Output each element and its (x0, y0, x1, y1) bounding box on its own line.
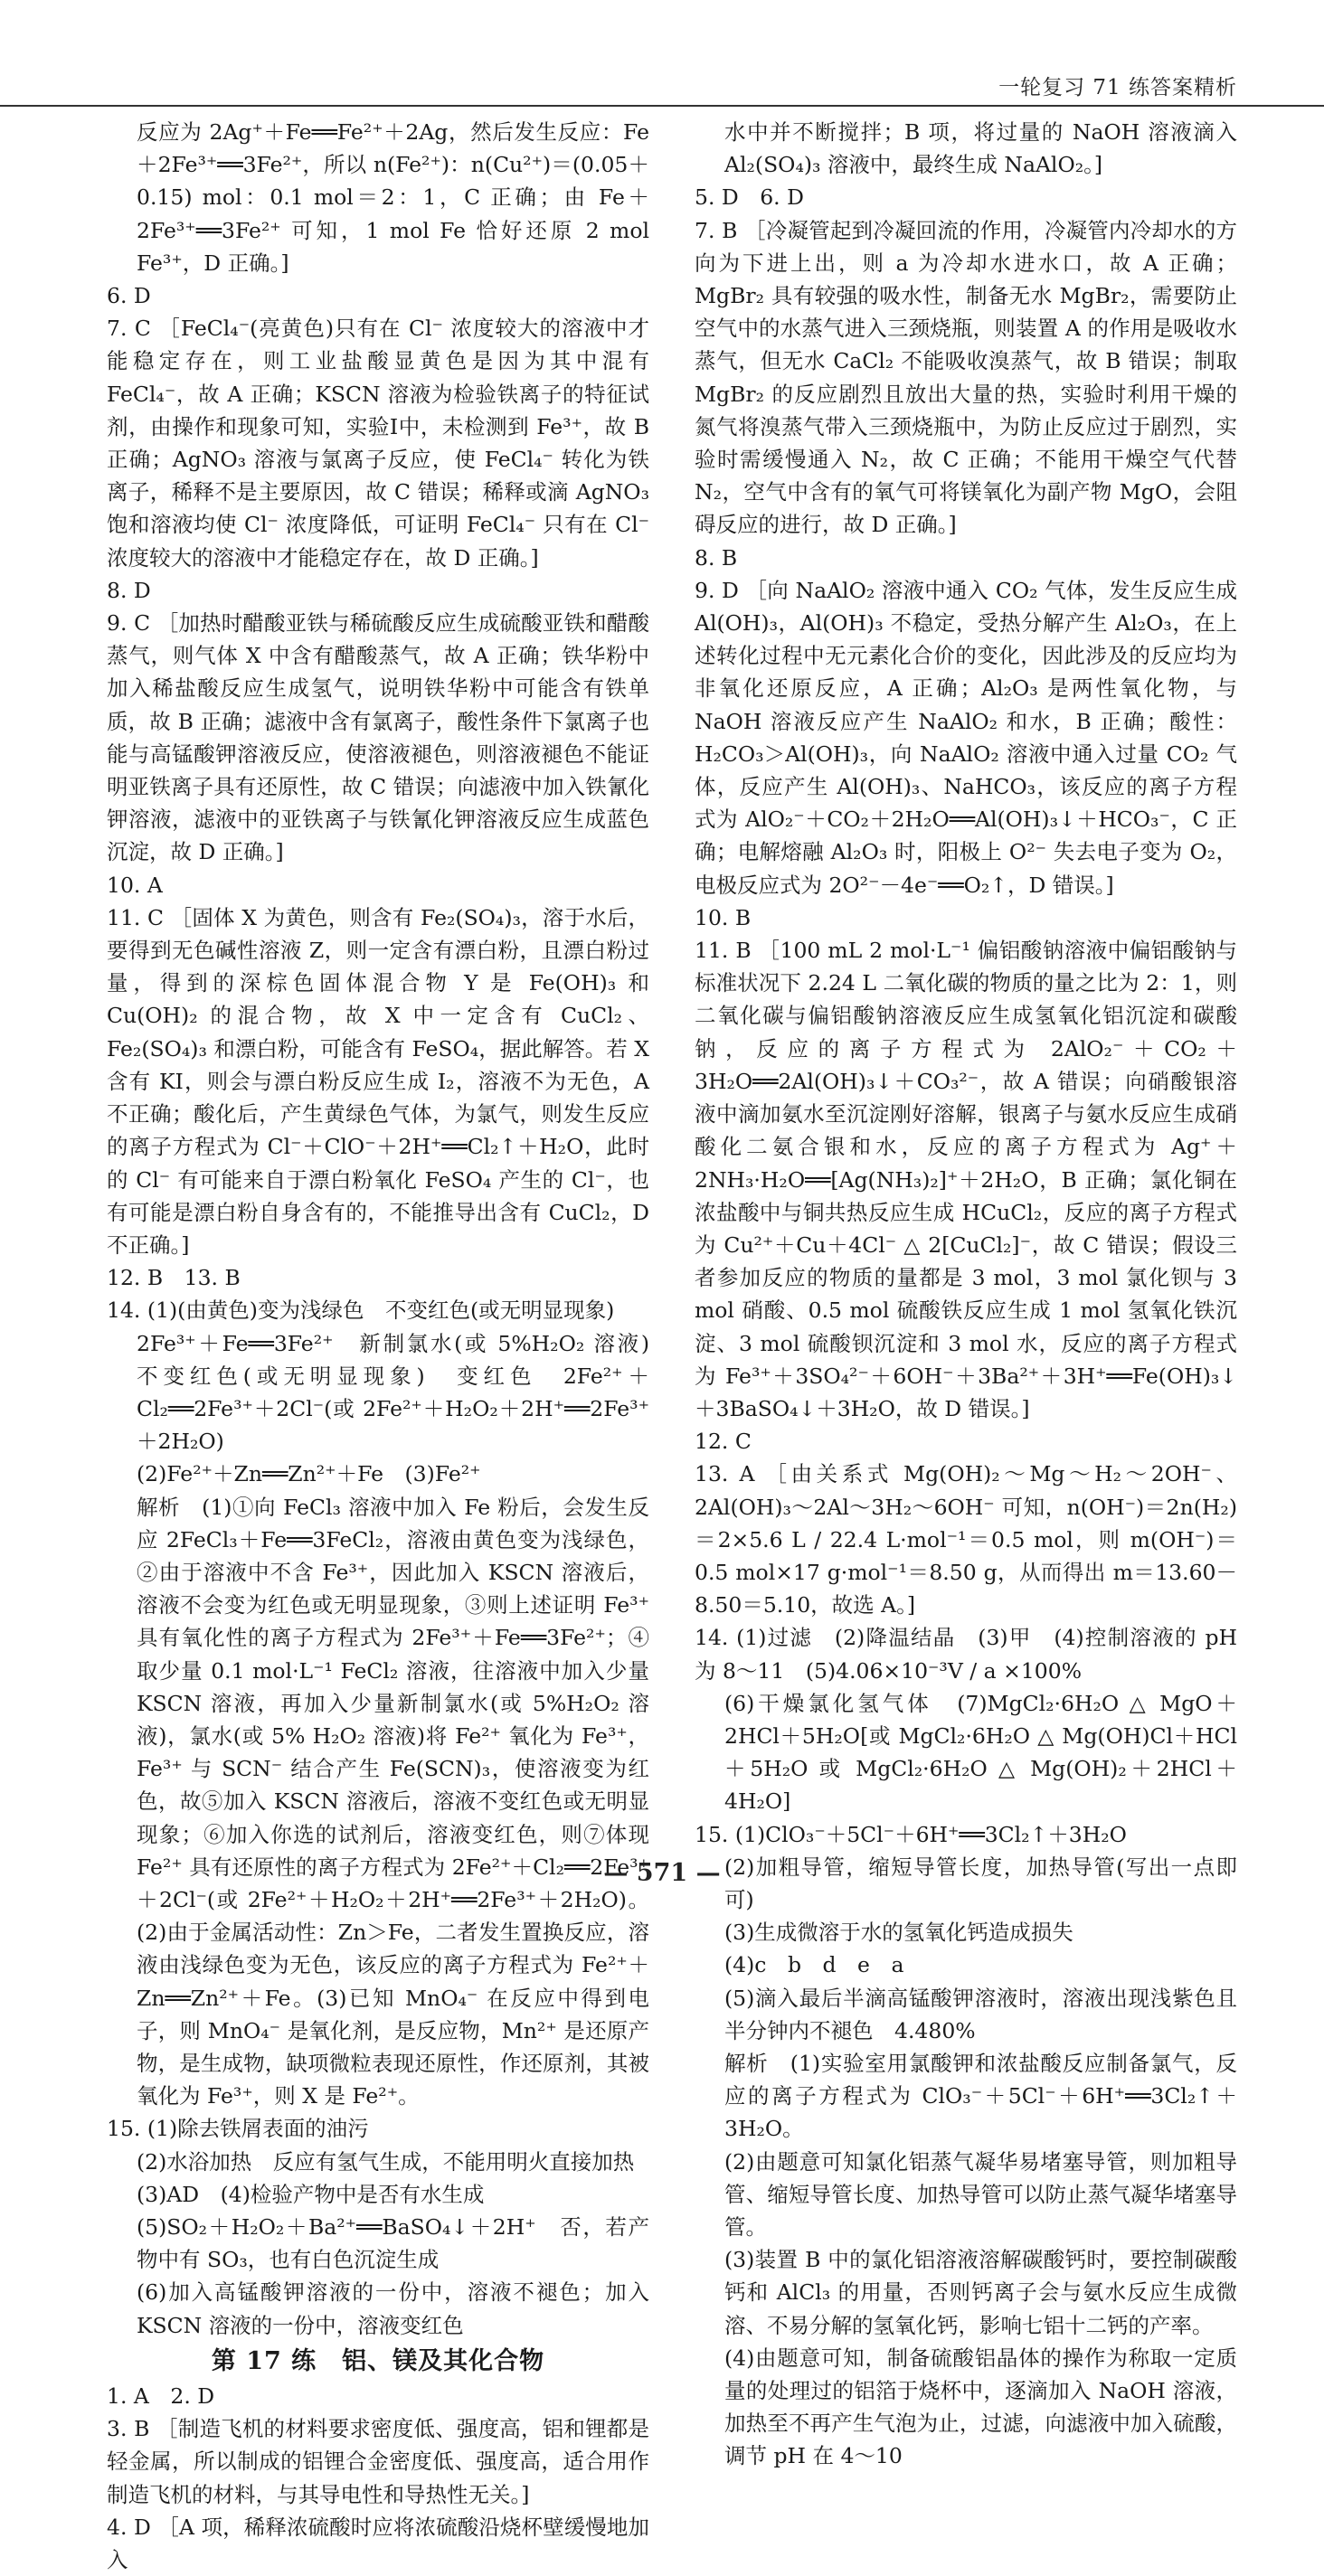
left-paragraph: 15. (1)除去铁屑表面的油污 (107, 2116, 369, 2142)
left-paragraph: 1. A 2. D (107, 2383, 215, 2410)
right-paragraph: (2)加粗导管，缩短导管长度，加热导管(写出一点即可) (724, 1854, 1237, 1912)
right-paragraph: 9. D ［向 NaAlO₂ 溶液中通入 CO₂ 气体，发生反应生成 Al(OH)₃，Al(OH)₃ 不稳定，受热分解产生 Al₂O₃，在上述转化过程中无元素化合价的变化，因此涉及的反应均为非氧化还原反应，A 正确；Al₂O₃ 是两性氧化物，与 NaOH 溶液反应产生 NaAlO₂ 和水，B 正确；酸性：H₂CO₃＞Al(OH)₃，向 NaAlO₂ 溶液中通入过量 CO₂ 气体，反应产生 Al(OH)₃、NaHCO₃，该反应的离子方程式为 AlO₂⁻＋CO₂＋2H₂O══Al(OH)₃↓＋HCO₃⁻，C 正确；电解熔融 Al₂O₃ 时，阳极上 O²⁻ 失去电子变为 O₂，电极反应式为 2O²⁻－4e⁻══O₂↑，D 错误。] (695, 577, 1237, 898)
right-paragraph: 水中并不断搅拌；B 项，将过量的 NaOH 溶液滴入 Al₂(SO₄)₃ 溶液中，最终生成 NaAlO₂。] (724, 119, 1237, 178)
right-paragraph: 13. A ［由关系式 Mg(OH)₂～Mg～H₂～2OH⁻、2Al(OH)₃～2Al～3H₂～6OH⁻ 可知，n(OH⁻)＝2n(H₂)＝2×5.6 L / 22.4 L·mol⁻¹＝0.5 mol，则 m(OH⁻)＝0.5 mol×17 g·mol⁻¹＝8.50 g，从而得出 m＝13.60－8.50＝5.10，故选 A。] (695, 1461, 1237, 1618)
left-paragraph: 3. B ［制造飞机的材料要求密度低、强度高，铝和锂都是轻金属，所以制成的铝锂合金密度低、强度高，适合用作制造飞机的材料，与其导电性和导热性无关。] (107, 2416, 649, 2507)
left-paragraph: (2)Fe²⁺＋Zn══Zn²⁺＋Fe (3)Fe²⁺ (137, 1461, 481, 1487)
left-paragraph: 7. C ［FeCl₄⁻(亮黄色)只有在 Cl⁻ 浓度较大的溶液中才能稳定存在，则工业盐酸显黄色是因为其中混有 FeCl₄⁻，故 A 正确；KSCN 溶液为检验铁离子的特征试剂，由操作和现象可知，实验Ⅰ中，未检测到 Fe³⁺，故 B 正确；AgNO₃ 溶液与氯离子反应，使 FeCl₄⁻ 转化为铁离子，稀释不是主要原因，故 C 错误；稀释或滴 AgNO₃ 饱和溶液均使 Cl⁻ 浓度降低，可证明 FeCl₄⁻ 只有在 Cl⁻ 浓度较大的溶液中才能稳定存在，故 D 正确。] (107, 316, 649, 571)
left-paragraph: 9. C ［加热时醋酸亚铁与稀硫酸反应生成硫酸亚铁和醋酸蒸气，则气体 X 中含有醋酸蒸气，故 A 正确；铁华粉中加入稀盐酸反应生成氢气，说明铁华粉中可能含有铁单质，故 B 正确；滤液中含有氯离子，酸性条件下氯离子也能与高锰酸钾溶液反应，使溶液褪色，则溶液褪色不能证明亚铁离子具有还原性，故 C 错误；向滤液中加入铁氰化钾溶液，滤液中的亚铁离子与铁氰化钾溶液反应生成蓝色沉淀，故 D 正确。] (107, 610, 649, 865)
right-paragraph: 解析 (1)实验室用氯酸钾和浓盐酸反应制备氯气，反应的离子方程式为 ClO₃⁻＋5Cl⁻＋6H⁺══3Cl₂↑＋3H₂O。 (724, 2050, 1237, 2142)
left-paragraph: 11. C ［固体 X 为黄色，则含有 Fe₂(SO₄)₃，溶于水后，要得到无色碱性溶液 Z，则一定含有漂白粉，且漂白粉过量，得到的深棕色固体混合物 Y 是 Fe(OH)₃ 和 Cu(OH)₂ 的混合物，故 X 中一定含有 CuCl₂、Fe₂(SO₄)₃ 和漂白粉，可能含有 FeSO₄，据此解答。若 X 含有 KI，则会与漂白粉反应生成 I₂，溶液不为无色，A 不正确；酸化后，产生黄绿色气体，为氯气，则发生反应的离子方程式为 Cl⁻＋ClO⁻＋2H⁺══Cl₂↑＋H₂O，此时的 Cl⁻ 有可能来自于漂白粉氧化 FeSO₄ 产生的 Cl⁻，也有可能是漂白粉自身含有的，不能推导出含有 CuCl₂，D 不正确。] (107, 904, 649, 1258)
right-paragraph: 10. B (695, 904, 752, 930)
right-paragraph: (3)生成微溶于水的氢氧化钙造成损失 (724, 1920, 1073, 1946)
left-paragraph: 2Fe³⁺＋Fe══3Fe²⁺ 新制氯水(或 5%H₂O₂ 溶液) 不变红色(或无明显现象) 变红色 2Fe²⁺＋Cl₂══2Fe³⁺＋2Cl⁻(或 2Fe²⁺＋H₂O₂＋2H⁺══2Fe³⁺＋2H₂O) (137, 1330, 671, 1455)
right-paragraph: 15. (1)ClO₃⁻＋5Cl⁻＋6H⁺══3Cl₂↑＋3H₂O (695, 1821, 1127, 1847)
left-paragraph: 10. A (107, 872, 163, 898)
right-paragraph: 7. B ［冷凝管起到冷凝回流的作用，冷凝管内冷却水的方向为下进上出，则 a 为冷却水进水口，故 A 正确；MgBr₂ 具有较强的吸水性，制备无水 MgBr₂，需要防止空气中的水蒸气进入三颈烧瓶，则装置 A 的作用是吸收水蒸气，但无水 CaCl₂ 不能吸收溴蒸气，故 B 错误；制取 MgBr₂ 的反应剧烈且放出大量的热，实验时利用干燥的氮气将溴蒸气带入三颈烧瓶中，为防止反应过于剧烈，实验时需缓慢通入 N₂，故 C 正确；不能用干燥空气代替 N₂，空气中含有的氧气可将镁氧化为副产物 MgO，会阻碍反应的进行，故 D 正确。] (695, 217, 1237, 538)
left-paragraph: (5)SO₂＋H₂O₂＋Ba²⁺══BaSO₄↓＋2H⁺ 否，若产物中有 SO₃，也有白色沉淀生成 (137, 2214, 649, 2273)
right-paragraph: (3)装置 B 中的氯化铝溶液溶解碳酸钙时，要控制碳酸钙和 AlCl₃ 的用量，否则钙离子会与氨水反应生成微溶、不易分解的氢氧化钙，影响七铝十二钙的产率。 (724, 2247, 1237, 2338)
right-column (695, 116, 1237, 2473)
right-paragraph: 8. B (695, 544, 738, 571)
right-paragraph: 5. D 6. D (695, 184, 804, 211)
right-paragraph: (2)由题意可知氯化铝蒸气凝华易堵塞导管，则加粗导管、缩短导管长度、加热导管可以防止蒸气凝华堵塞导管。 (724, 2148, 1237, 2240)
left-paragraph: 解析 (1)①向 FeCl₃ 溶液中加入 Fe 粉后，会发生反应 2FeCl₃＋Fe══3FeCl₂，溶液由黄色变为浅绿色，②由于溶液中不含 Fe³⁺，因此加入 KSCN 溶液后，溶液不会变为红色或无明显现象，③则上述证明 Fe³⁺ 具有氧化性的离子方程式为 2Fe³⁺＋Fe══3Fe²⁺；④取少量 0.1 mol·L⁻¹ FeCl₂ 溶液，往溶液中加入少量 KSCN 溶液，再加入少量新制氯水(或 5%H₂O₂ 溶液)，氯水(或 5% H₂O₂ 溶液)将 Fe²⁺ 氧化为 Fe³⁺，Fe³⁺ 与 SCN⁻ 结合产生 Fe(SCN)₃，使溶液变为红色，故⑤加入 KSCN 溶液后，溶液不变红色或无明显现象；⑥加入你选的试剂后，溶液变红色，则⑦体现 Fe²⁺ 具有还原性的离子方程式为 2Fe²⁺＋Cl₂══2Fe³⁺＋2Cl⁻(或 2Fe²⁺＋H₂O₂＋2H⁺══2Fe³⁺＋2H₂O)。(2)由于金属活动性：Zn＞Fe，二者发生置换反应，溶液由浅绿色变为无色，该反应的离子方程式为 Fe²⁺＋Zn══Zn²⁺＋Fe。(3)已知 MnO₄⁻ 在反应中得到电子，则 MnO₄⁻ 是氧化剂，是反应物，Mn²⁺ 是还原产物，是生成物，缺项微粒表现还原性，作还原剂，其被氧化为 Fe³⁺，则 X 是 Fe²⁺。 (137, 1494, 649, 2109)
right-paragraph: (6)干燥氯化氢气体 (7)MgCl₂·6H₂O △ MgO＋2HCl＋5H₂O[或 MgCl₂·6H₂O △ Mg(OH)Cl＋HCl＋5H₂O 或 MgCl₂·6H₂O △ Mg(OH)₂＋2HCl＋4H₂O] (724, 1690, 1237, 1815)
left-paragraph: (3)AD (4)检验产物中是否有水生成 (137, 2181, 485, 2207)
left-paragraph: 反应为 2Ag⁺＋Fe══Fe²⁺＋2Ag，然后发生反应：Fe＋2Fe³⁺══3Fe²⁺，所以 n(Fe²⁺)：n(Cu²⁺)＝(0.05＋0.15) mol：0.1 mol＝2：1，C 正确；由 Fe＋2Fe³⁺══3Fe²⁺ 可知，1 mol Fe 恰好还原 2 mol Fe³⁺，D 正确。] (137, 119, 649, 276)
right-paragraph: (4)c b d e a (724, 1952, 904, 1978)
left-paragraph: (6)加入高锰酸钾溶液的一份中，溶液不褪色；加入 KSCN 溶液的一份中，溶液变红色 (137, 2279, 649, 2338)
right-paragraph: 12. C (695, 1429, 752, 1455)
right-paragraph: (4)由题意可知，制备硫酸铝晶体的操作为称取一定质量的处理过的铝箔于烧杯中，逐滴加入 NaOH 溶液，加热至不再产生气泡为止，过滤，向滤液中加入硫酸，调节 pH 在 4～10 (724, 2345, 1237, 2469)
header-rule (0, 105, 1324, 107)
left-paragraph: 6. D (107, 283, 151, 309)
page-number: — 571 — (603, 1859, 721, 1887)
left-paragraph: 8. D (107, 577, 151, 603)
left-paragraph: 14. (1)(由黄色)变为浅绿色 不变红色(或无明显现象) (107, 1297, 615, 1324)
left-paragraph: 12. B 13. B (107, 1265, 241, 1291)
section-heading: 第 17 练 铝、镁及其化合物 (211, 2346, 545, 2375)
right-paragraph: 11. B ［100 mL 2 mol·L⁻¹ 偏铝酸钠溶液中偏铝酸钠与标准状况下 2.24 L 二氧化碳的物质的量之比为 2：1，则二氧化碳与偏铝酸钠溶液反应生成氢氧化铝沉淀和碳酸钠，反应的离子方程式为 2AlO₂⁻＋CO₂＋3H₂O══2Al(OH)₃↓＋CO₃²⁻，故 A 错误；向硝酸银溶液中滴加氨水至沉淀刚好溶解，银离子与氨水反应生成硝酸化二氨合银和水，反应的离子方程式为 Ag⁺＋2NH₃·H₂O══[Ag(NH₃)₂]⁺＋2H₂O，B 正确；氯化铜在浓盐酸中与铜共热反应生成 HCuCl₂，反应的离子方程式为 Cu²⁺＋Cu＋4Cl⁻ △ 2[CuCl₂]⁻，故 C 错误；假设三者参加反应的物质的量都是 3 mol，3 mol 氯化钡与 3 mol 硝酸、0.5 mol 硫酸铁反应生成 1 mol 氢氧化铁沉淀、3 mol 硫酸钡沉淀和 3 mol 水，反应的离子方程式为 Fe³⁺＋3SO₄²⁻＋6OH⁻＋3Ba²⁺＋3H⁺══Fe(OH)₃↓＋3BaSO₄↓＋3H₂O，故 D 错误。] (695, 938, 1237, 1421)
running-header: 一轮复习 71 练答案精析 (998, 76, 1237, 99)
right-paragraph: 14. (1)过滤 (2)降温结晶 (3)甲 (4)控制溶液的 pH 为 8～11 (5)4.06×10⁻³V / a ×100% (695, 1625, 1237, 1684)
left-paragraph: 4. D ［A 项，稀释浓硫酸时应将浓硫酸沿烧杯壁缓慢地加入 (107, 2514, 649, 2573)
right-paragraph: (5)滴入最后半滴高锰酸钾溶液时，溶液出现浅紫色且半分钟内不褪色 4.480% (724, 1985, 1237, 2043)
left-paragraph: (2)水浴加热 反应有氢气生成，不能用明火直接加热 (137, 2148, 635, 2175)
